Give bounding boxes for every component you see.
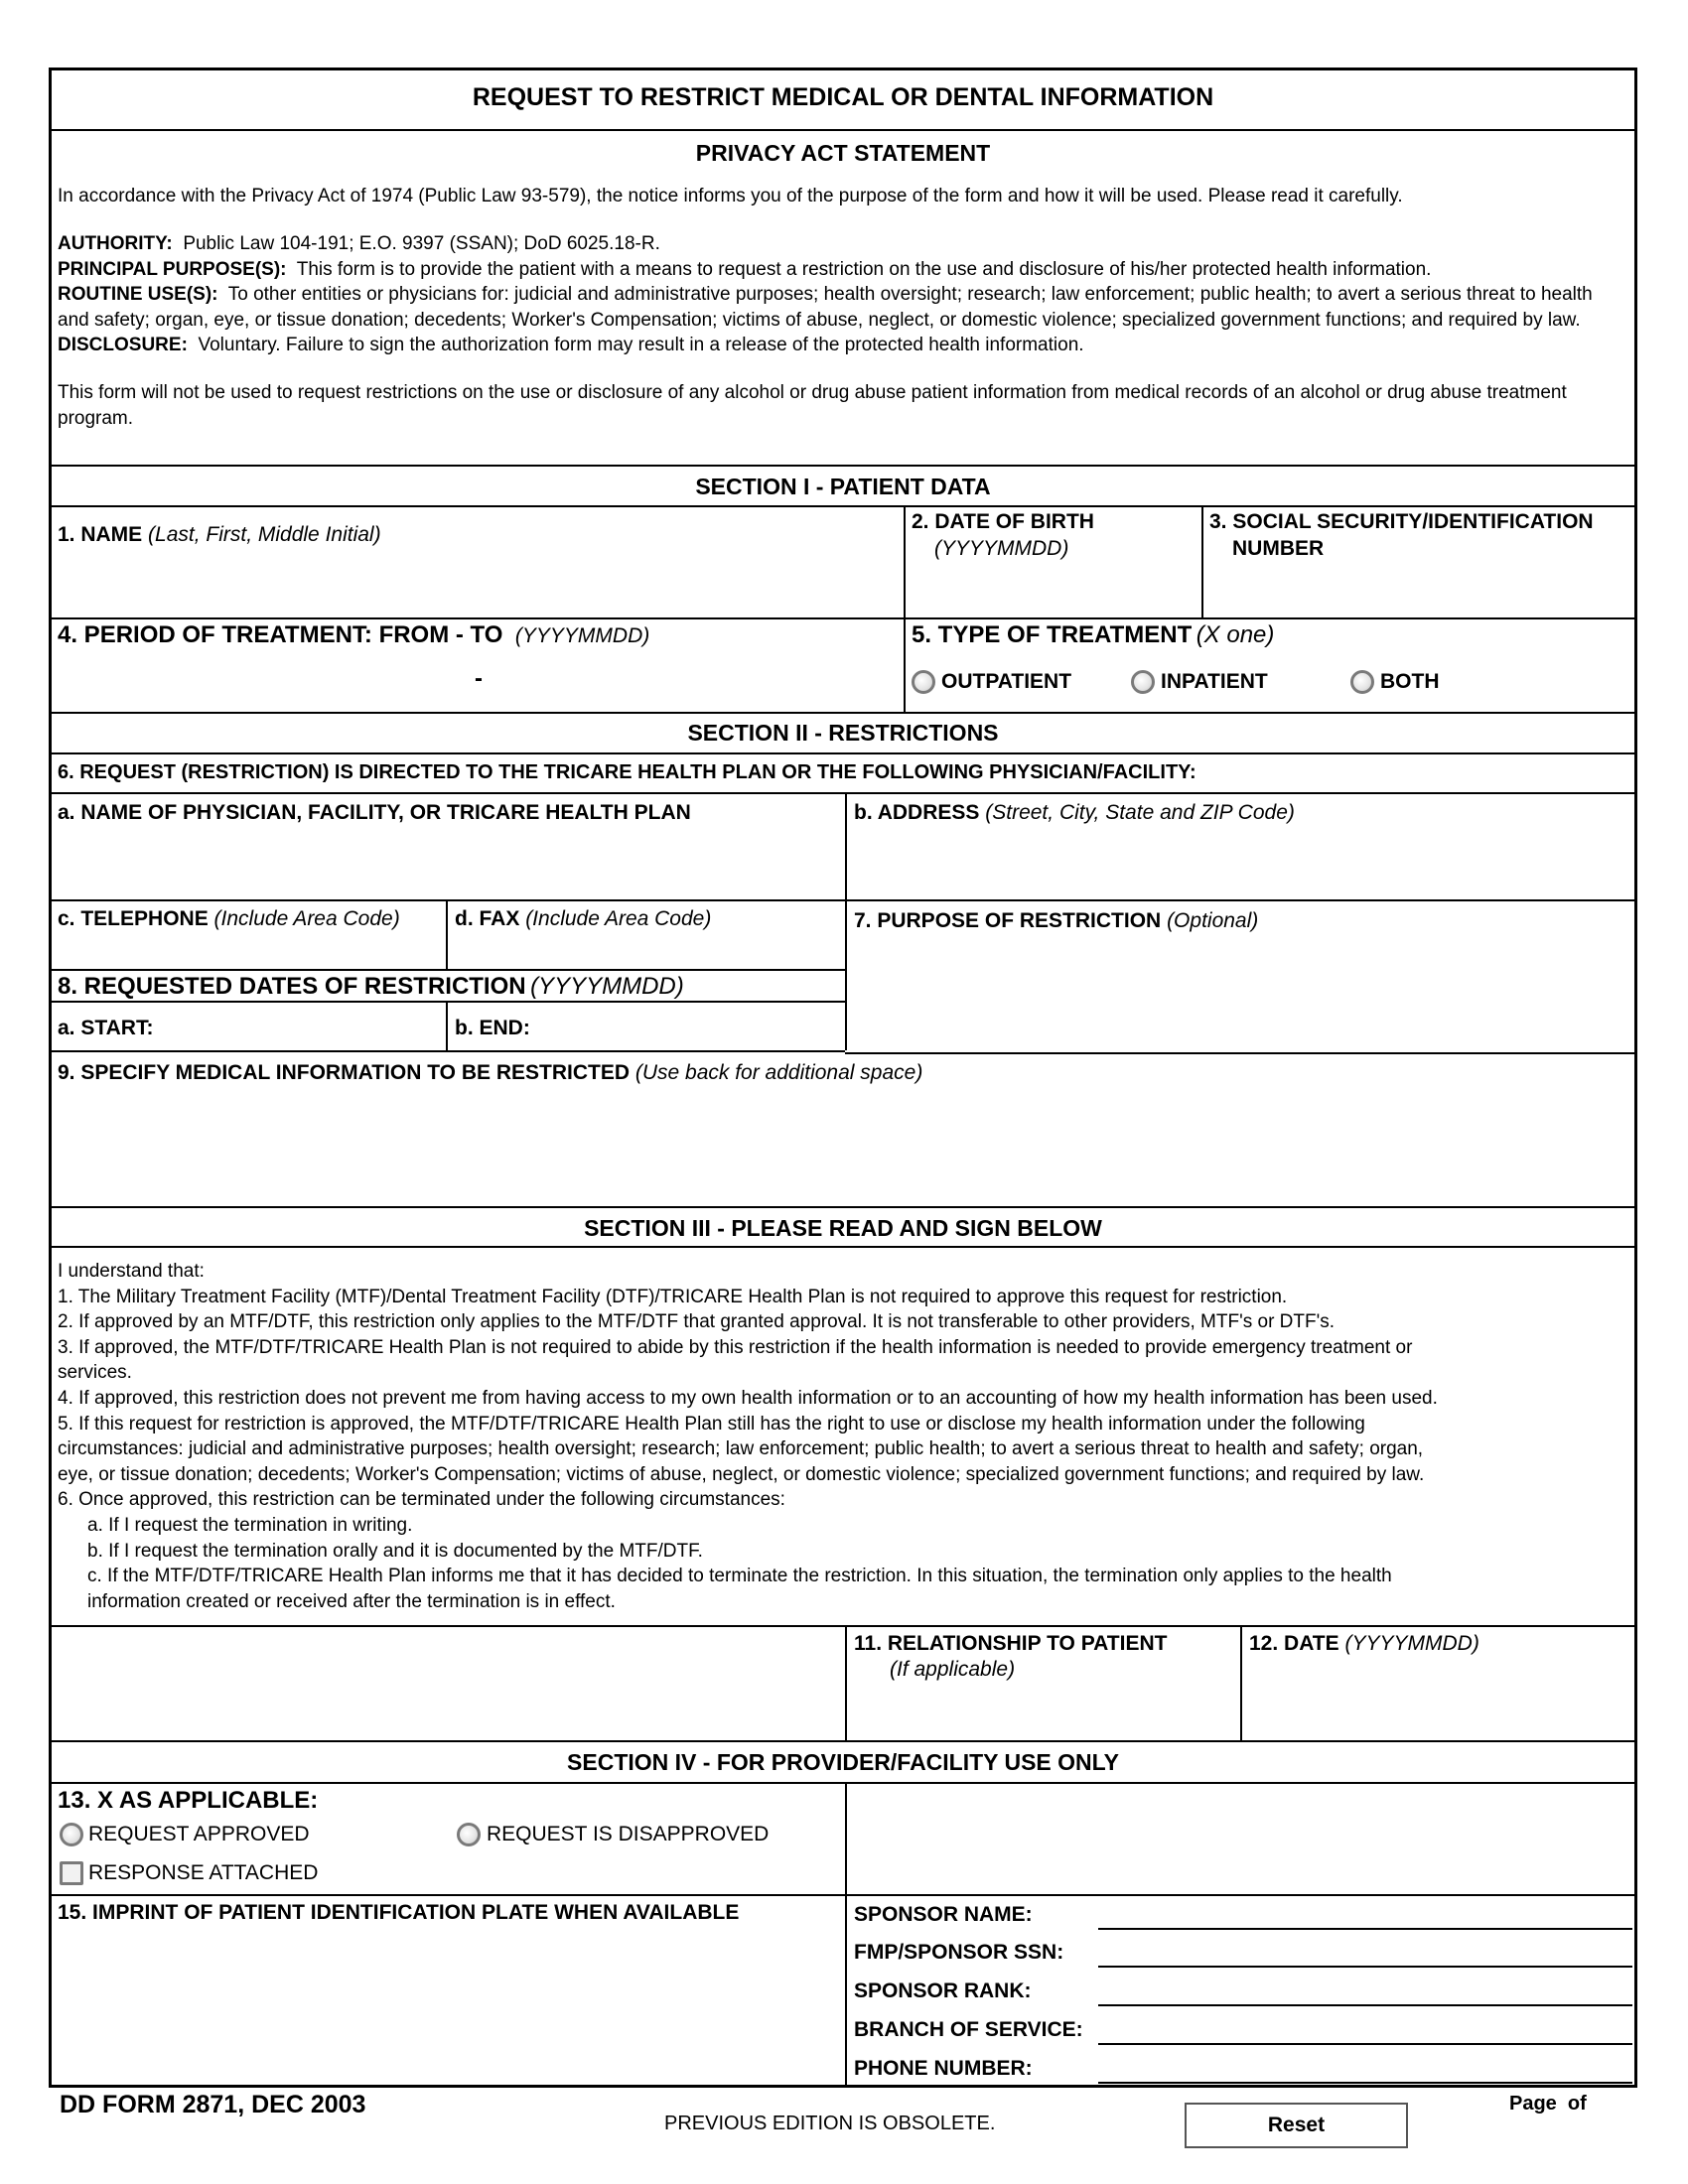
imprint-label: 15. IMPRINT OF PATIENT IDENTIFICATION PLATE WHEN AVAILABLE <box>58 1901 740 1924</box>
response-attached-label: RESPONSE ATTACHED <box>88 1861 319 1884</box>
name-label-text: 1. NAME <box>58 523 143 546</box>
dob-hint: (YYYYMMDD) <box>934 537 1069 560</box>
sponsor-rank-label: SPONSOR RANK: <box>854 1979 1032 2002</box>
divider <box>845 1782 847 2085</box>
divider <box>49 1894 1637 1896</box>
understanding-statement <box>58 1259 1631 1614</box>
divider <box>49 1206 1637 1208</box>
signature-field[interactable] <box>54 1630 840 1735</box>
response-attached-checkbox[interactable] <box>60 1861 83 1885</box>
sponsor-name-field[interactable] <box>1098 1928 1632 1930</box>
address-label <box>854 801 1295 825</box>
divider <box>49 899 1637 901</box>
specify-label-text: 9. SPECIFY MEDICAL INFORMATION TO BE RESTRICTED <box>58 1061 630 1084</box>
understand-line: 4. If approved, this restriction does not prevent me from having access to my own health information or to an accounting of how my health information has been used. <box>58 1387 1438 1409</box>
authority-text: Public Law 104-191; E.O. 9397 (SSAN); DoD 6025.18-R. <box>183 233 660 255</box>
sponsor-ssn-label: FMP/SPONSOR SSN: <box>854 1941 1064 1964</box>
date-field[interactable] <box>1245 1660 1632 1735</box>
name-hint: (Last, First, Middle Initial) <box>148 523 381 546</box>
type-label <box>912 621 1274 649</box>
privacy-intro: In accordance with the Privacy Act of 1974 (Public Law 93-579), the notice informs you of the purpose of the form and how it will be used. Please read it carefully. <box>58 186 1403 206</box>
telephone-label <box>58 907 400 931</box>
relationship-hint: (If applicable) <box>890 1658 1016 1681</box>
address-label-text: b. ADDRESS <box>854 801 980 824</box>
section1-heading: SECTION I - PATIENT DATA <box>695 474 991 499</box>
page-number: Page of <box>1509 2093 1587 2115</box>
end-label: b. END: <box>455 1017 530 1039</box>
date-hint: (YYYYMMDD) <box>1344 1632 1479 1655</box>
sponsor-rank-field[interactable] <box>1098 2004 1632 2006</box>
routine-line <box>58 282 1626 333</box>
dates-label <box>58 973 684 1001</box>
ssn-label-2: NUMBER <box>1232 537 1325 560</box>
type-label-text: 5. TYPE OF TREATMENT <box>912 621 1193 648</box>
period-hint: (YYYYMMDD) <box>514 624 650 647</box>
divider <box>49 1625 1637 1627</box>
section2-heading: SECTION II - RESTRICTIONS <box>687 720 999 746</box>
end-date-field[interactable] <box>536 1007 840 1046</box>
divider <box>1201 505 1203 617</box>
type-hint: (X one) <box>1196 621 1275 648</box>
dates-hint: (YYYYMMDD) <box>530 973 684 1000</box>
understand-line: eye, or tissue donation; decedents; Worker's Compensation; victims of abuse, neglect, or domestic violence; specialized government functions; and required by law. <box>58 1463 1425 1485</box>
date-label <box>1249 1632 1479 1656</box>
divider <box>49 752 1637 754</box>
authority-label: AUTHORITY: <box>58 233 173 255</box>
divider <box>49 1050 845 1052</box>
dates-label-text: 8. REQUESTED DATES OF RESTRICTION <box>58 973 526 1000</box>
routine-text: To other entities or physicians for: judicial and administrative purposes; health oversight; research; law enforcement; public health; to avert a serious threat to health and safety; organ, eye, or tissue donation; decedents; Worker's Compensation; victims of abuse, neglect, or domestic violence; specialized government functions; and required by law. <box>58 284 1593 331</box>
inpatient-radio[interactable] <box>1131 670 1155 694</box>
start-label: a. START: <box>58 1017 154 1039</box>
imprint-area <box>54 1931 840 2080</box>
both-radio[interactable] <box>1350 670 1374 694</box>
understand-line: circumstances: judicial and administrative purposes; health oversight; research; law enforcement; public health; to avert a serious threat to health and safety; organ, <box>58 1438 1424 1460</box>
dob-label: 2. DATE OF BIRTH <box>912 510 1094 533</box>
request-disapproved-radio[interactable] <box>457 1823 481 1846</box>
physician-name-label: a. NAME OF PHYSICIAN, FACILITY, OR TRICARE HEALTH PLAN <box>58 801 691 824</box>
sponsor-ssn-field[interactable] <box>1098 1966 1632 1968</box>
fax-label <box>455 907 711 931</box>
divider <box>49 1246 1637 1248</box>
branch-field[interactable] <box>1098 2043 1632 2045</box>
divider <box>49 1740 1637 1742</box>
divider <box>49 617 1637 619</box>
purpose-restriction-field[interactable] <box>850 937 1632 1046</box>
period-label <box>58 621 649 649</box>
dob-field[interactable] <box>908 566 1197 614</box>
authority-line <box>58 231 1626 256</box>
obsolete-notice: PREVIOUS EDITION IS OBSOLETE. <box>664 2113 996 2134</box>
understand-line: b. If I request the termination orally and it is documented by the MTF/DTF. <box>87 1540 703 1562</box>
divider <box>49 1782 1637 1784</box>
telephone-label-text: c. TELEPHONE <box>58 907 209 930</box>
branch-label: BRANCH OF SERVICE: <box>854 2018 1083 2041</box>
sponsor-phone-field[interactable] <box>1098 2082 1632 2084</box>
specify-hint: (Use back for additional space) <box>634 1061 923 1084</box>
section3-heading: SECTION III - PLEASE READ AND SIGN BELOW <box>584 1215 1102 1241</box>
understand-line: 6. Once approved, this restriction can be terminated under the following circumstances: <box>58 1489 785 1511</box>
understand-line: c. If the MTF/DTF/TRICARE Health Plan informs me that it has decided to terminate the restriction. In this situation, the termination only applies to the health <box>87 1566 1392 1587</box>
disclosure-line <box>58 333 1626 357</box>
provider-signature-field[interactable] <box>850 1787 1632 1889</box>
divider <box>845 792 847 1050</box>
section4-heading: SECTION IV - FOR PROVIDER/FACILITY USE ONLY <box>567 1749 1119 1775</box>
divider <box>49 505 1637 507</box>
ssn-field[interactable] <box>1205 566 1632 614</box>
understand-line: 3. If approved, the MTF/DTF/TRICARE Health Plan is not required to abide by this restriction if the health information is needed to provide emergency treatment or <box>58 1336 1413 1358</box>
address-hint: (Street, City, State and ZIP Code) <box>985 801 1295 824</box>
outpatient-label: OUTPATIENT <box>941 670 1072 693</box>
divider <box>49 969 845 971</box>
purpose-line <box>58 257 1626 282</box>
fax-hint: (Include Area Code) <box>525 907 712 930</box>
relationship-field[interactable] <box>850 1686 1235 1735</box>
inpatient-label: INPATIENT <box>1161 670 1268 693</box>
request-disapproved-label: REQUEST IS DISAPPROVED <box>487 1823 770 1845</box>
divider <box>49 129 1637 131</box>
routine-label: ROUTINE USE(S): <box>58 284 218 306</box>
relationship-label: 11. RELATIONSHIP TO PATIENT <box>854 1632 1168 1655</box>
divider <box>845 1052 1637 1054</box>
sponsor-name-label: SPONSOR NAME: <box>854 1903 1033 1926</box>
understand-line: 2. If approved by an MTF/DTF, this restriction only applies to the MTF/DTF that granted approval. It is not transferable to other providers, MTF's or DTF's. <box>58 1311 1336 1333</box>
understand-line: 1. The Military Treatment Facility (MTF)/Dental Treatment Facility (DTF)/TRICARE Health Plan is not required to approve this request for restriction. <box>58 1286 1288 1307</box>
telephone-hint: (Include Area Code) <box>213 907 400 930</box>
divider <box>845 1625 847 1740</box>
divider <box>49 712 1637 714</box>
privacy-statement <box>58 184 1626 431</box>
purpose-label: PRINCIPAL PURPOSE(S): <box>58 258 287 280</box>
purpose-restriction-label <box>854 909 1258 933</box>
address-field[interactable] <box>850 829 1632 894</box>
period-from-field[interactable] <box>58 659 465 703</box>
disclosure-label: DISCLOSURE: <box>58 335 188 356</box>
divider <box>49 465 1637 467</box>
fax-label-text: d. FAX <box>455 907 520 930</box>
understand-line: I understand that: <box>58 1261 205 1282</box>
understand-line: services. <box>58 1362 132 1384</box>
name-label <box>58 523 381 547</box>
period-separator: - <box>475 665 483 692</box>
specify-field[interactable] <box>54 1090 1632 1201</box>
purpose-text: This form is to provide the patient with a means to request a restriction on the use and disclosure of his/her protected health information. <box>296 258 1432 280</box>
understand-line: 5. If this request for restriction is approved, the MTF/DTF/TRICARE Health Plan still has the right to use or disclose my health information under the following <box>58 1413 1365 1434</box>
form-id: DD FORM 2871, DEC 2003 <box>60 2091 366 2118</box>
divider <box>49 792 1637 794</box>
telephone-field[interactable] <box>54 935 441 965</box>
date-label-text: 12. DATE <box>1249 1632 1339 1655</box>
period-to-field[interactable] <box>496 659 894 703</box>
fax-field[interactable] <box>451 935 840 965</box>
item6-label: 6. REQUEST (RESTRICTION) IS DIRECTED TO THE TRICARE HEALTH PLAN OR THE FOLLOWING PHYSICIAN/FACILITY: <box>58 761 1196 783</box>
divider <box>446 899 448 969</box>
sponsor-phone-label: PHONE NUMBER: <box>854 2057 1033 2080</box>
name-field[interactable] <box>54 551 898 613</box>
form-title: REQUEST TO RESTRICT MEDICAL OR DENTAL INFORMATION <box>472 83 1214 111</box>
ssn-label: 3. SOCIAL SECURITY/IDENTIFICATION <box>1209 510 1594 533</box>
specify-label <box>58 1061 922 1085</box>
divider <box>904 505 906 617</box>
purpose-restriction-hint: (Optional) <box>1167 909 1259 932</box>
purpose-restriction-label-text: 7. PURPOSE OF RESTRICTION <box>854 909 1162 932</box>
request-approved-label: REQUEST APPROVED <box>88 1823 310 1845</box>
both-label: BOTH <box>1380 670 1440 693</box>
applicable-label: 13. X AS APPLICABLE: <box>58 1787 319 1814</box>
period-label-text: 4. PERIOD OF TREATMENT: FROM - TO <box>58 621 503 648</box>
physician-name-field[interactable] <box>54 829 840 894</box>
start-date-field[interactable] <box>159 1007 441 1046</box>
disclosure-text: Voluntary. Failure to sign the authorization form may result in a release of the protected health information. <box>198 335 1084 356</box>
outpatient-radio[interactable] <box>912 670 935 694</box>
divider <box>904 617 906 712</box>
understand-line: a. If I request the termination in writing. <box>87 1514 413 1536</box>
request-approved-radio[interactable] <box>60 1823 83 1846</box>
privacy-heading: PRIVACY ACT STATEMENT <box>695 140 991 166</box>
privacy-note: This form will not be used to request restrictions on the use or disclosure of any alcohol or drug abuse patient information from medical records of an alcohol or drug abuse treatment program. <box>58 382 1567 429</box>
divider <box>446 1001 448 1050</box>
divider <box>1240 1625 1242 1740</box>
reset-button[interactable]: Reset <box>1185 2103 1408 2148</box>
understand-line: information created or received after the termination is in effect. <box>87 1590 616 1612</box>
